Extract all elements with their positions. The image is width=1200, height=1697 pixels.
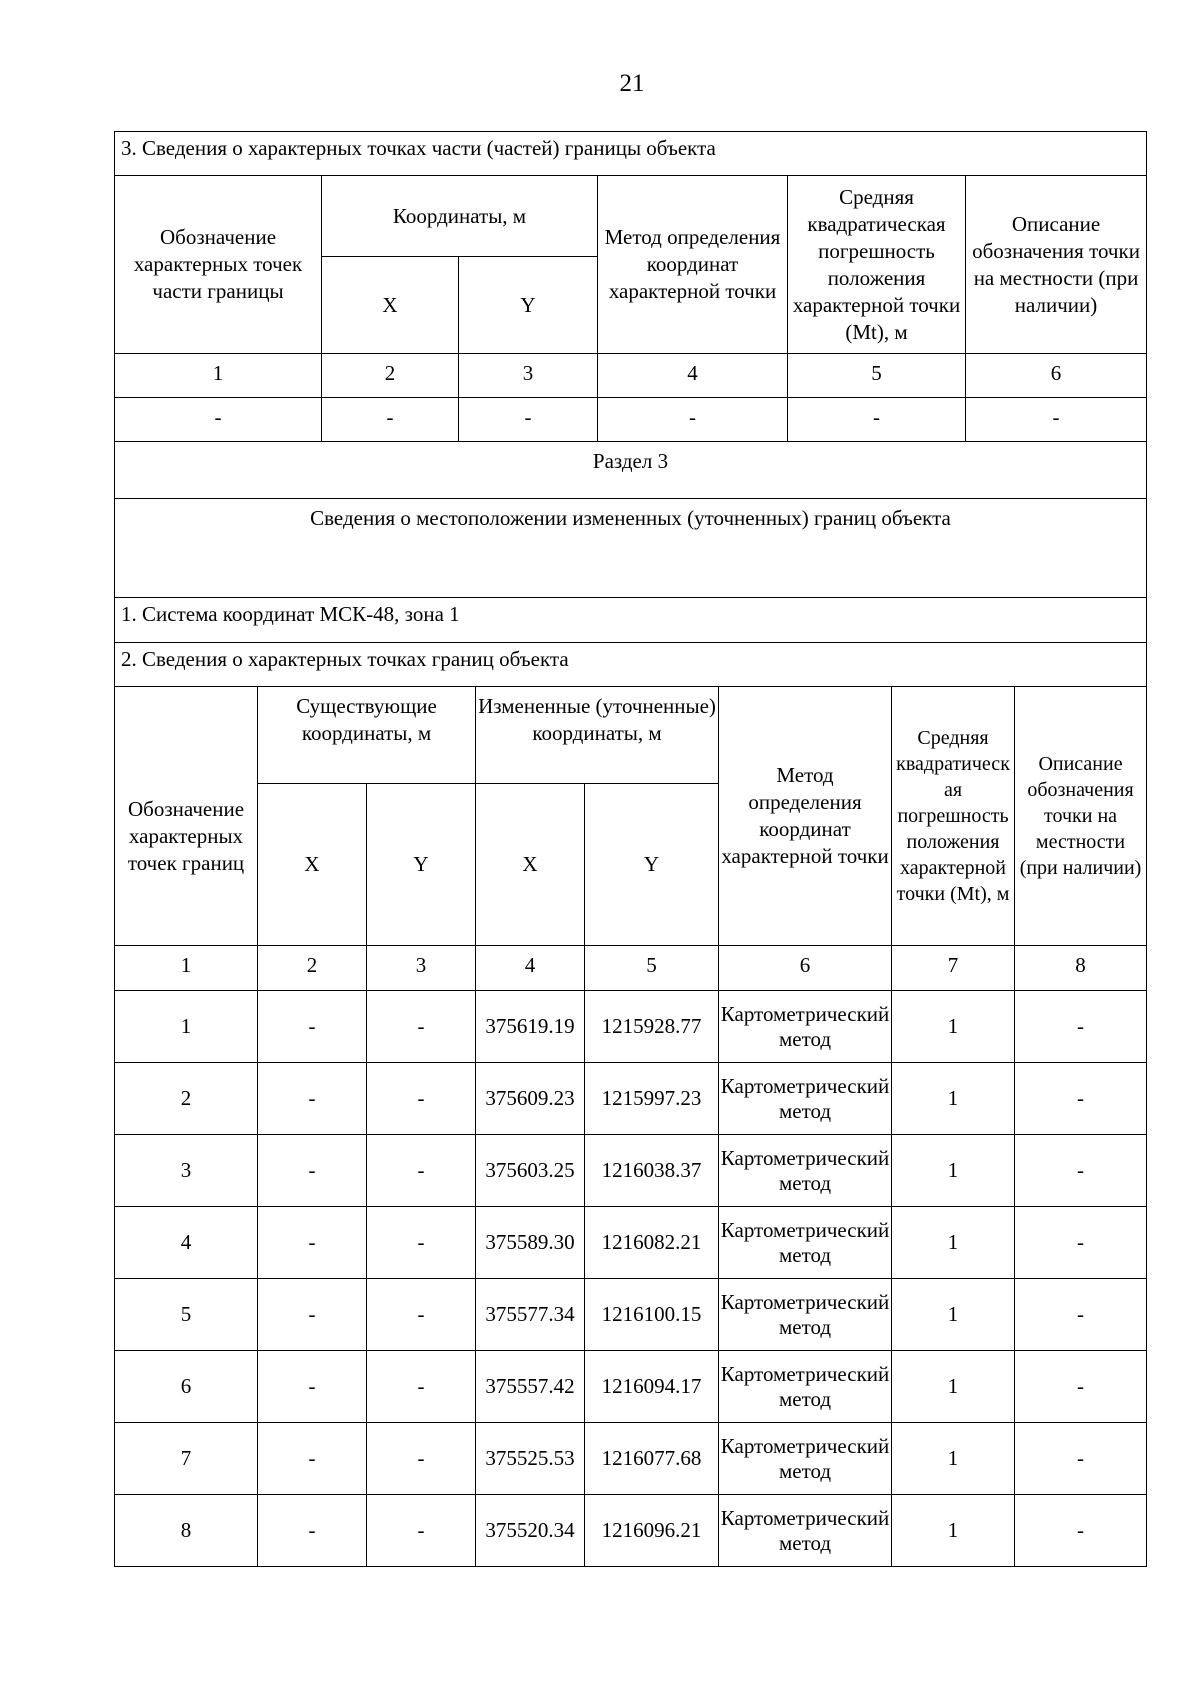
cell-existing-y: -: [367, 1495, 476, 1567]
cell-mean-error: 1: [892, 1351, 1015, 1423]
cell-changed-x: 375589.30: [476, 1207, 585, 1279]
header-existing-coords: Существующие координаты, м: [258, 687, 476, 784]
cell-method: Картометрический метод: [719, 1279, 892, 1351]
cell-changed-x: 375619.19: [476, 991, 585, 1063]
col-number: 8: [1015, 946, 1147, 991]
cell-description: -: [1015, 1279, 1147, 1351]
points-title: 2. Сведения о характерных точках границ объекта: [115, 643, 1147, 687]
cell-mean-error: 1: [892, 1279, 1015, 1351]
table-row: [115, 1351, 1147, 1423]
header-description: Описание обозначения точки на местности (при наличии): [966, 176, 1147, 354]
column-numbers-row: [115, 946, 1147, 991]
cell-changed-x: 375525.53: [476, 1423, 585, 1495]
col-number: 2: [258, 946, 367, 991]
cell-existing-x: -: [258, 991, 367, 1063]
cell-description: -: [1015, 991, 1147, 1063]
col-number: 1: [115, 946, 258, 991]
header-changed-x: X: [476, 784, 585, 946]
header-description: Описание обозначения точки на местности (при наличии): [1015, 687, 1147, 946]
cell-existing-y: -: [367, 1351, 476, 1423]
cell-method: Картометрический метод: [719, 1495, 892, 1567]
cell-mean-error: 1: [892, 1495, 1015, 1567]
col-number: 2: [322, 354, 459, 398]
section-table: [114, 441, 1147, 687]
cell-mean-error: 1: [892, 1423, 1015, 1495]
cell-mean-error: 1: [892, 1135, 1015, 1207]
header-error: Средняя квадратическая погрешность положения характерной точки (Mt), м: [892, 687, 1015, 946]
cell-changed-x: 375520.34: [476, 1495, 585, 1567]
header-designation: Обозначение характерных точек части границы: [115, 176, 322, 354]
table-row: [115, 1063, 1147, 1135]
cell-method: Картометрический метод: [719, 1135, 892, 1207]
col-number: 1: [115, 354, 322, 398]
cell-point-number: 2: [115, 1063, 258, 1135]
header-changed-coords: Измененные (уточненные) координаты, м: [476, 687, 719, 784]
cell-point-number: 6: [115, 1351, 258, 1423]
cell-changed-y: 1216038.37: [585, 1135, 719, 1207]
col-number: 5: [788, 354, 966, 398]
header-coords: Координаты, м: [322, 176, 598, 257]
table-row: [115, 1495, 1147, 1567]
column-numbers-row: [115, 354, 1147, 398]
cell-point-number: 8: [115, 1495, 258, 1567]
header-existing-y: Y: [367, 784, 476, 946]
cell-description: -: [1015, 1135, 1147, 1207]
cell-mean-error: 1: [892, 1063, 1015, 1135]
col-number: 3: [459, 354, 598, 398]
cell-changed-y: 1215997.23: [585, 1063, 719, 1135]
cell-description: -: [1015, 1495, 1147, 1567]
table-row: [115, 1207, 1147, 1279]
header-designation: Обозначение характерных точек границ: [115, 687, 258, 946]
part-points-table: [114, 131, 1147, 442]
header-method: Метод определения координат характерной точки: [598, 176, 788, 354]
cell-changed-x: 375577.34: [476, 1279, 585, 1351]
header-x: X: [322, 257, 459, 354]
cell-method: Картометрический метод: [719, 1063, 892, 1135]
header-method: Метод определения координат характерной точки: [719, 687, 892, 946]
header-y: Y: [459, 257, 598, 354]
col-number: 4: [476, 946, 585, 991]
cell-changed-y: 1215928.77: [585, 991, 719, 1063]
cell-existing-y: -: [367, 1135, 476, 1207]
cell-changed-y: 1216077.68: [585, 1423, 719, 1495]
cell-changed-x: 375557.42: [476, 1351, 585, 1423]
col-number: 4: [598, 354, 788, 398]
page-number: 21: [619, 70, 645, 97]
col-number: 3: [367, 946, 476, 991]
cell-point-number: 3: [115, 1135, 258, 1207]
cell-method: Картометрический метод: [719, 1423, 892, 1495]
cell-changed-y: 1216100.15: [585, 1279, 719, 1351]
table-row: [115, 991, 1147, 1063]
col-number: 7: [892, 946, 1015, 991]
header-error: Средняя квадратическая погрешность положения характерной точки (Mt), м: [788, 176, 966, 354]
table-cell: -: [966, 398, 1147, 442]
cell-description: -: [1015, 1207, 1147, 1279]
table-row: [115, 1135, 1147, 1207]
section-title: Сведения о местоположении измененных (уточненных) границ объекта: [115, 499, 1147, 598]
cell-existing-y: -: [367, 1063, 476, 1135]
cell-existing-y: -: [367, 1279, 476, 1351]
table-cell: -: [115, 398, 322, 442]
part-points-title: 3. Сведения о характерных точках части (частей) границы объекта: [115, 132, 1147, 176]
cell-description: -: [1015, 1063, 1147, 1135]
cell-point-number: 7: [115, 1423, 258, 1495]
col-number: 6: [966, 354, 1147, 398]
cell-point-number: 5: [115, 1279, 258, 1351]
document-sheet: [114, 131, 1146, 1567]
cell-method: Картометрический метод: [719, 991, 892, 1063]
col-number: 6: [719, 946, 892, 991]
cell-description: -: [1015, 1351, 1147, 1423]
table-cell: -: [788, 398, 966, 442]
cell-existing-x: -: [258, 1351, 367, 1423]
cell-existing-x: -: [258, 1423, 367, 1495]
cell-changed-y: 1216082.21: [585, 1207, 719, 1279]
cell-description: -: [1015, 1423, 1147, 1495]
cell-point-number: 1: [115, 991, 258, 1063]
cell-existing-y: -: [367, 991, 476, 1063]
table-cell: -: [322, 398, 459, 442]
cell-method: Картометрический метод: [719, 1351, 892, 1423]
cell-existing-x: -: [258, 1279, 367, 1351]
table-cell: -: [598, 398, 788, 442]
cell-changed-x: 375603.25: [476, 1135, 585, 1207]
cell-changed-y: 1216094.17: [585, 1351, 719, 1423]
cell-changed-x: 375609.23: [476, 1063, 585, 1135]
header-existing-x: X: [258, 784, 367, 946]
cell-existing-x: -: [258, 1495, 367, 1567]
section-label: Раздел 3: [115, 442, 1147, 499]
cell-existing-y: -: [367, 1207, 476, 1279]
cell-existing-x: -: [258, 1063, 367, 1135]
table-row: [115, 1423, 1147, 1495]
cell-mean-error: 1: [892, 1207, 1015, 1279]
cell-mean-error: 1: [892, 991, 1015, 1063]
cell-existing-y: -: [367, 1423, 476, 1495]
table-row: [115, 1279, 1147, 1351]
header-changed-y: Y: [585, 784, 719, 946]
coord-system: 1. Система координат МСК-48, зона 1: [115, 598, 1147, 643]
cell-changed-y: 1216096.21: [585, 1495, 719, 1567]
cell-existing-x: -: [258, 1135, 367, 1207]
cell-point-number: 4: [115, 1207, 258, 1279]
cell-existing-x: -: [258, 1207, 367, 1279]
table-row: [115, 398, 1147, 442]
table-cell: -: [459, 398, 598, 442]
boundary-points-table: [114, 686, 1147, 1567]
col-number: 5: [585, 946, 719, 991]
cell-method: Картометрический метод: [719, 1207, 892, 1279]
